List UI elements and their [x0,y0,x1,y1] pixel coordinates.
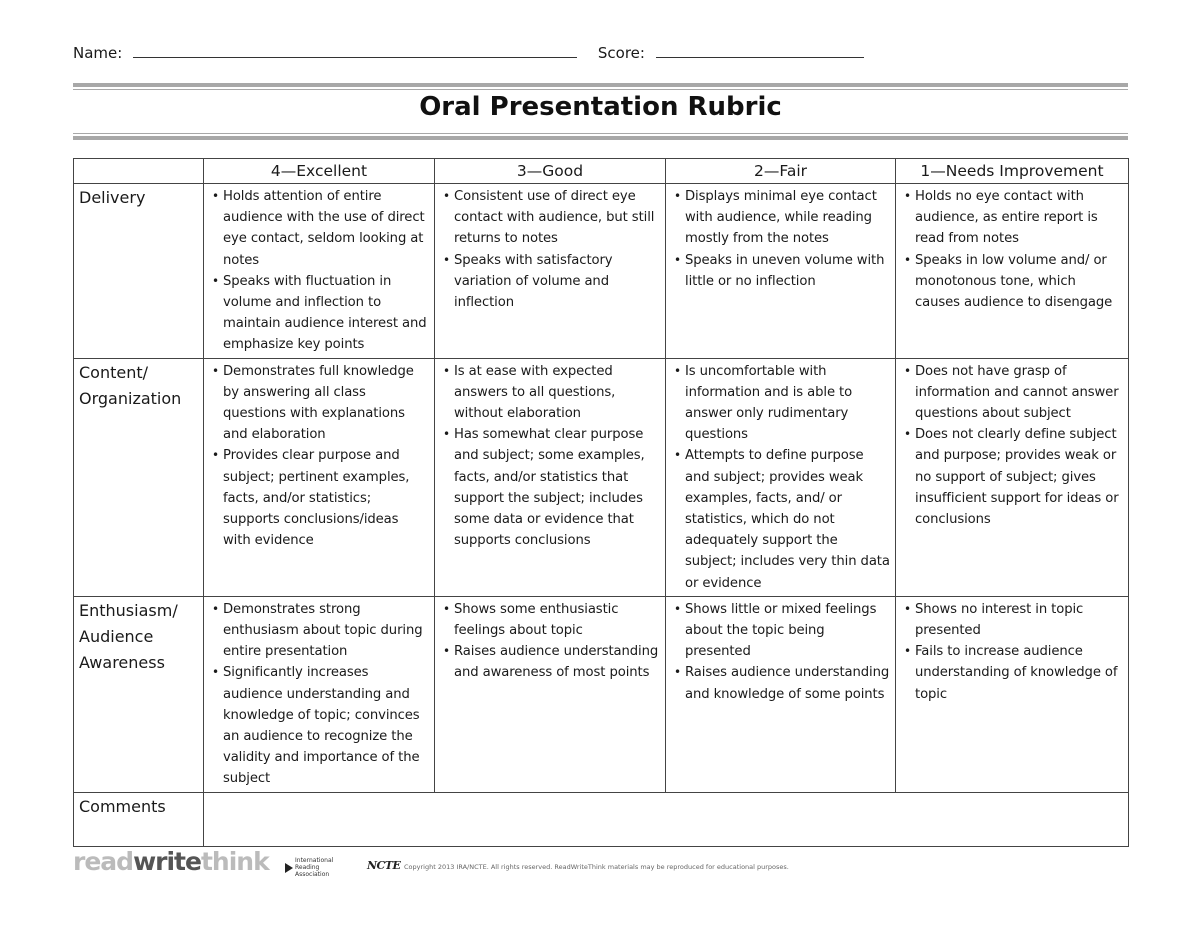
cell-enthusiasm-good [435,596,666,792]
criterion-item: • Is uncomfortable with information and is able to answer only rudimentary questions [671,361,891,446]
category-enthusiasm-audience-awareness: Enthusiasm/ Audience Awareness [74,596,204,792]
cell-enthusiasm-excellent [204,596,435,792]
criterion-item: • Attempts to define purpose and subject; provides weak examples, facts, and/ or statistics, which do not adequately support the subject; includes very thin data or evidence [671,445,891,593]
criterion-item: • Consistent use of direct eye contact with audience, but still returns to notes [440,186,661,250]
cell-delivery-fair [666,184,896,359]
criterion-item: • Speaks in uneven volume with little or no inflection [671,250,891,292]
criterion-item: • Shows some enthusiastic feelings about topic [440,599,661,641]
criterion-item: • Speaks with fluctuation in volume and inflection to maintain audience interest and emphasize key points [209,271,430,356]
criterion-item: • Holds attention of entire audience with the use of direct eye contact, seldom looking at notes [209,186,430,271]
criterion-item: • Shows no interest in topic presented [901,599,1124,641]
cell-delivery-needs-improvement [896,184,1129,359]
criterion-item: • Is at ease with expected answers to all questions, without elaboration [440,361,661,425]
rubric-table [73,158,1129,847]
readwritethink-logo: readwritethink [73,847,269,876]
column-header-good: 3—Good [435,159,666,184]
criterion-item: • Speaks in low volume and/ or monotonous tone, which causes audience to disengage [901,250,1124,314]
criterion-item: • Holds no eye contact with audience, as entire report is read from notes [901,186,1124,250]
criterion-item: • Does not have grasp of information and cannot answer questions about subject [901,361,1124,425]
criterion-item: • Significantly increases audience understanding and knowledge of topic; convinces an audience to recognize the validity and importance of the subject [209,662,430,789]
ncte-logo: NCTE [367,859,401,872]
cell-delivery-excellent [204,184,435,359]
criterion-item: • Demonstrates strong enthusiasm about topic during entire presentation [209,599,430,663]
cell-content-fair [666,358,896,596]
score-label: Score: [597,44,645,62]
header-row [74,159,1129,184]
name-blank[interactable] [133,45,577,58]
ira-logo: International Reading Association [295,857,334,878]
row-content-organization [74,358,1129,596]
criterion-item: • Speaks with satisfactory variation of volume and inflection [440,250,661,314]
bottom-rule-thick [73,136,1128,140]
name-label: Name: [73,44,123,62]
column-header-excellent: 4—Excellent [204,159,435,184]
ira-logo-icon [285,858,293,877]
criterion-item: • Raises audience understanding and knowledge of some points [671,662,891,704]
criterion-item: • Displays minimal eye contact with audience, while reading mostly from the notes [671,186,891,250]
row-delivery [74,184,1129,359]
cell-content-excellent [204,358,435,596]
criterion-item: • Has somewhat clear purpose and subject; some examples, facts, and/or statistics that support the subject; includes some data or evidence that supports conclusions [440,424,661,551]
cell-content-needs-improvement [896,358,1129,596]
top-rule-thick [73,83,1128,87]
criterion-item: • Shows little or mixed feelings about the topic being presented [671,599,891,663]
comments-field[interactable] [204,792,1129,846]
column-header-fair: 2—Fair [666,159,896,184]
top-rule-thin [73,89,1128,90]
cell-content-good [435,358,666,596]
category-comments: Comments [74,792,204,846]
header-fields [73,44,864,62]
score-blank[interactable] [656,45,864,58]
criterion-item: • Does not clearly define subject and purpose; provides weak or no support of subject; gives insufficient support for ideas or conclusions [901,424,1124,530]
criterion-item: • Fails to increase audience understanding of knowledge of topic [901,641,1124,705]
criterion-item: • Raises audience understanding and awareness of most points [440,641,661,683]
row-enthusiasm-audience-awareness [74,596,1129,792]
criterion-item: • Provides clear purpose and subject; pertinent examples, facts, and/or statistics; supports conclusions/ideas with evidence [209,445,430,551]
cell-enthusiasm-needs-improvement [896,596,1129,792]
category-content-organization: Content/ Organization [74,358,204,596]
column-header-blank [74,159,204,184]
cell-delivery-good [435,184,666,359]
criterion-item: • Demonstrates full knowledge by answering all class questions with explanations and elaboration [209,361,430,446]
column-header-needs-improvement: 1—Needs Improvement [896,159,1129,184]
row-comments [74,792,1129,846]
category-delivery: Delivery [74,184,204,359]
page-title: Oral Presentation Rubric [419,92,782,122]
copyright-text: Copyright 2013 IRA/NCTE. All rights reserved. ReadWriteThink materials may be reproduced for educational purposes. [404,863,789,871]
bottom-rule-thin [73,133,1128,134]
cell-enthusiasm-fair [666,596,896,792]
footer [73,845,1128,885]
